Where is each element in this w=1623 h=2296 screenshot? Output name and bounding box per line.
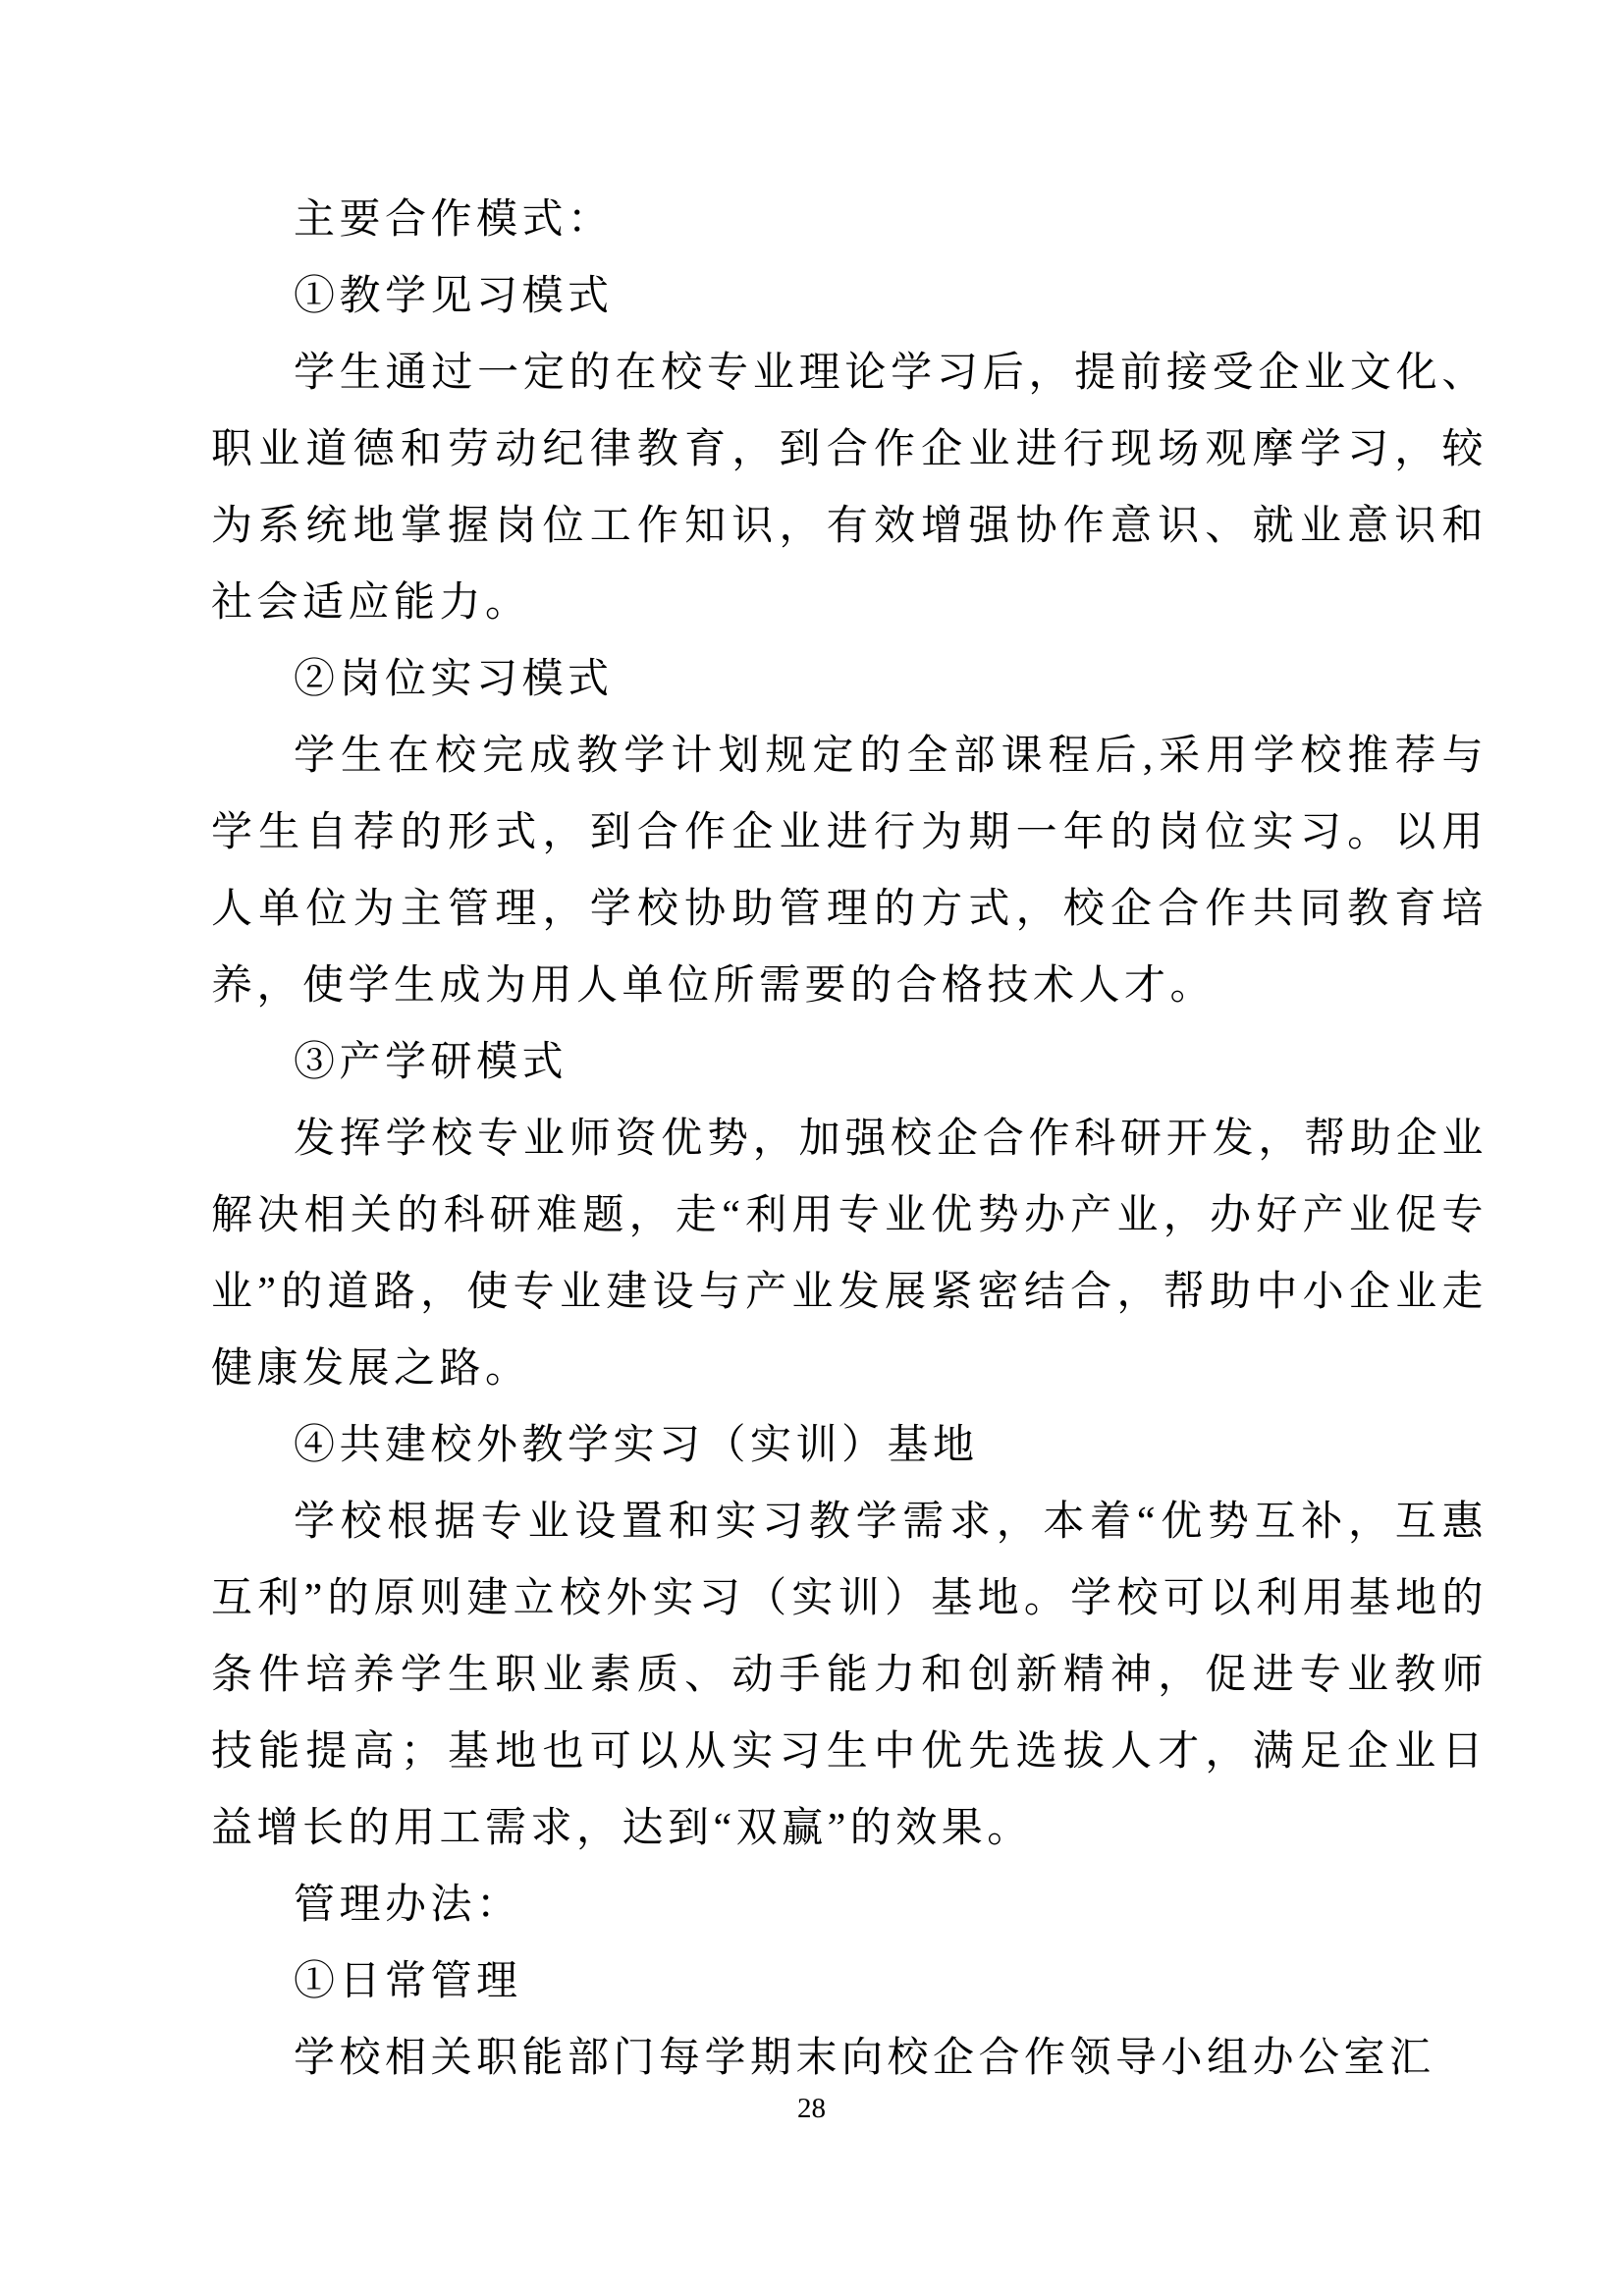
page-content <box>211 182 1488 2097</box>
paragraph: ①日常管理 <box>294 1959 522 2004</box>
paragraph: 学校相关职能部门每学期末向校企合作领导小组办公室汇 <box>294 2036 1435 2081</box>
paragraph: ②岗位实习模式 <box>294 657 614 702</box>
paragraph: 主要合作模式： <box>294 197 614 243</box>
paragraph: 学生在校完成教学计划规定的全部课程后,采用学校推荐与学生自荐的形式，到合作企业进行为期一年的岗位实习。以用人单位为主管理，学校协助管理的方式，校企合作共同教育培养，使学生成为用人单位所需要的合格技术人才。 <box>211 734 1488 1009</box>
paragraph: ①教学见习模式 <box>294 274 614 319</box>
paragraph: ④共建校外教学实习（实训）基地 <box>294 1423 979 1468</box>
paragraph: 管理办法： <box>294 1883 522 1928</box>
page-number: 28 <box>797 2093 826 2124</box>
paragraph: 学生通过一定的在校专业理论学习后，提前接受企业文化、职业道德和劳动纪律教育，到合作企业进行现场观摩学习，较为系统地掌握岗位工作知识，有效增强协作意识、就业意识和社会适应能力。 <box>211 351 1488 626</box>
paragraph: ③产学研模式 <box>294 1040 568 1085</box>
paragraph: 发挥学校专业师资优势，加强校企合作科研开发，帮助企业解决相关的科研难题，走“利用专业优势办产业，办好产业促专业”的道路，使专业建设与产业发展紧密结合，帮助中小企业走健康发展之路。 <box>211 1117 1488 1392</box>
paragraph: 学校根据专业设置和实习教学需求，本着“优势互补，互惠互利”的原则建立校外实习（实训）基地。学校可以利用基地的条件培养学生职业素质、动手能力和创新精神，促进专业教师技能提高；基地也可以从实习生中优先选拔人才，满足企业日益增长的用工需求，达到“双赢”的效果。 <box>211 1500 1488 1851</box>
